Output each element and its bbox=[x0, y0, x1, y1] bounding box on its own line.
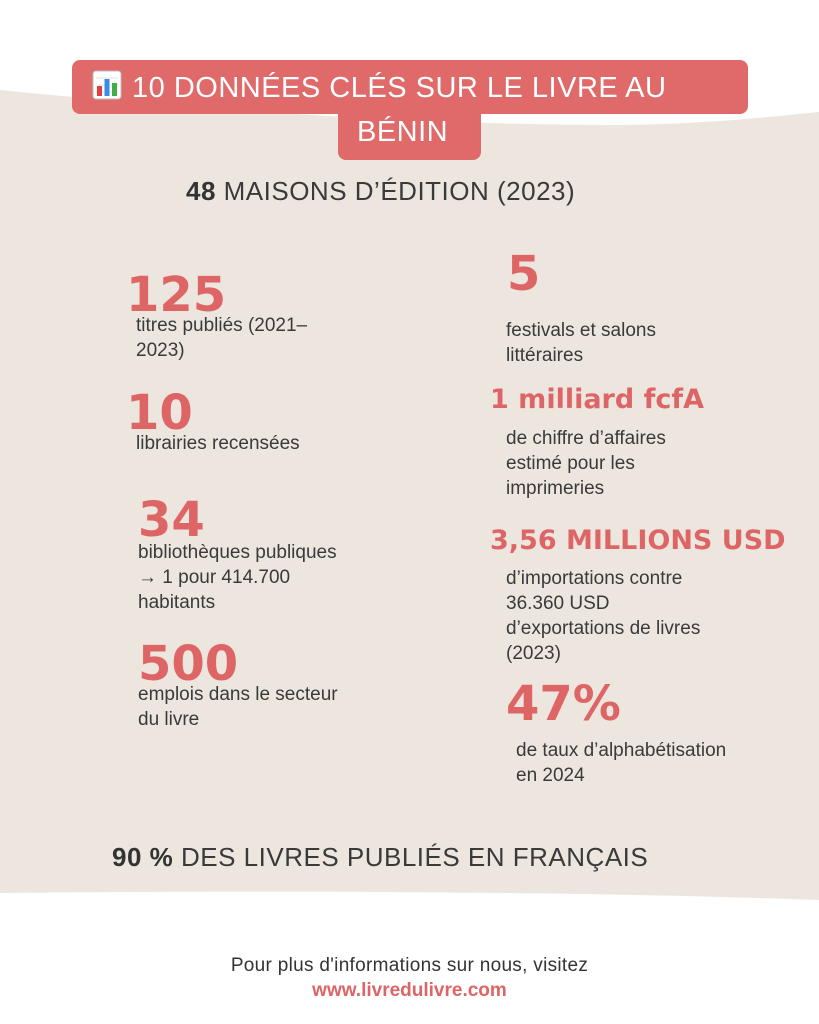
stat-value-importations: 3,56 MILLIONS USD bbox=[490, 525, 786, 556]
bar-chart-icon bbox=[92, 70, 122, 100]
footer-text: Pour plus d'informations sur nous, visitez bbox=[230, 955, 589, 976]
page-title-line-1 bbox=[92, 70, 666, 105]
headline-maisons-edition bbox=[186, 176, 575, 207]
headline-text: DES LIVRES PUBLIÉS EN FRANÇAIS bbox=[173, 842, 649, 872]
stat-value-librairies: 10 bbox=[126, 385, 193, 441]
stat-desc-importations: d’importations contre 36.360 USD d’exportations de livres (2023) bbox=[506, 568, 701, 664]
headline-number: 48 bbox=[186, 176, 216, 206]
stat-desc-chiffre-affaires: de chiffre d’affaires estimé pour les imprimeries bbox=[506, 428, 666, 499]
stat-value-chiffre-affaires: 1 milliard fcfA bbox=[490, 384, 704, 415]
stat-value-festivals: 5 bbox=[507, 246, 541, 302]
website-link[interactable]: www.livredulivre.com bbox=[312, 980, 507, 1001]
headline-number: 90 % bbox=[112, 842, 174, 872]
stat-desc-titres: titres publiés (2021– 2023) bbox=[136, 315, 308, 361]
stat-desc-emplois: emplois dans le secteur du livre bbox=[138, 684, 338, 730]
stat-desc-alphabetisation: de taux d’alphabétisation en 2024 bbox=[516, 740, 727, 786]
stat-desc-librairies: librairies recensées bbox=[136, 433, 300, 454]
headline-text: MAISONS D’ÉDITION (2023) bbox=[215, 176, 576, 206]
stat-value-titres: 125 bbox=[126, 267, 227, 323]
page-title-line-2: BÉNIN bbox=[357, 116, 449, 148]
stat-value-emplois: 500 bbox=[138, 636, 239, 692]
stat-value-bibliotheques: 34 bbox=[138, 492, 205, 548]
title-text-1: 10 DONNÉES CLÉS SUR LE LIVRE AU bbox=[132, 72, 667, 104]
stat-value-alphabetisation: 47% bbox=[506, 676, 621, 732]
headline-livres-francais bbox=[112, 842, 648, 873]
stat-desc-festivals: festivals et salons littéraires bbox=[506, 320, 656, 366]
stat-desc-bibliotheques: bibliothèques publiques → 1 pour 414.700 habitants bbox=[138, 542, 337, 613]
